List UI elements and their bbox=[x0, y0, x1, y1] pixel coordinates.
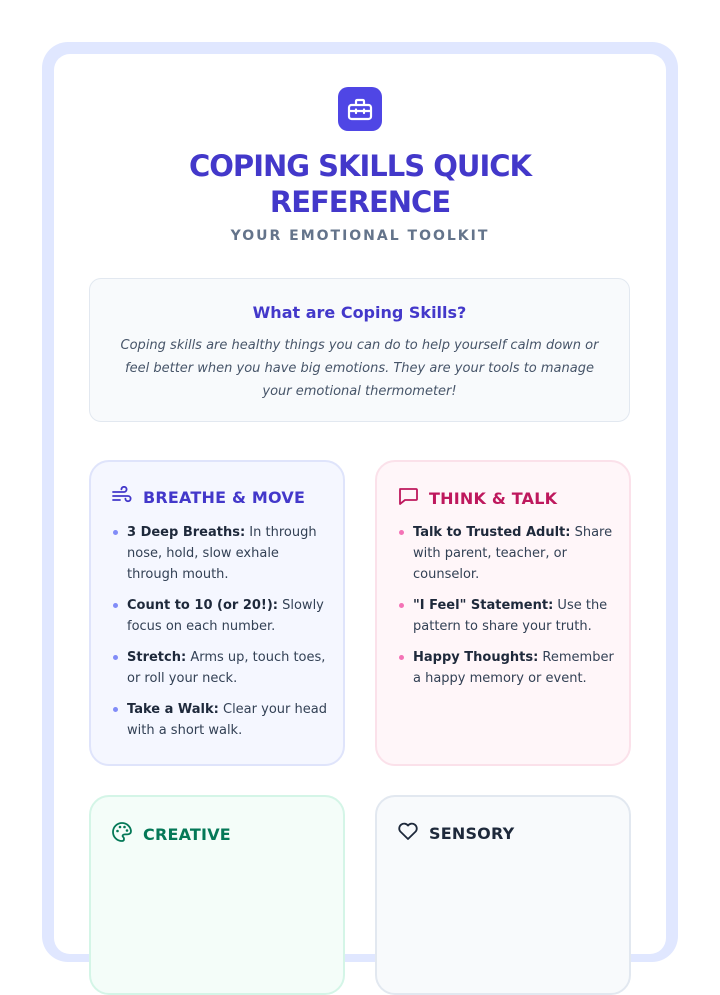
section-header bbox=[111, 821, 231, 847]
skill-list bbox=[397, 522, 615, 699]
bullet-dot bbox=[113, 707, 118, 712]
section-title: THINK & TALK bbox=[429, 488, 558, 508]
section-header bbox=[397, 486, 557, 510]
section-title: CREATIVE bbox=[143, 824, 231, 844]
section-think-talk bbox=[375, 460, 631, 766]
item-text: Slowly focus on each number. bbox=[127, 598, 324, 634]
palette-icon bbox=[111, 821, 133, 847]
item-text: Share with parent, teacher, or counselor. bbox=[413, 525, 613, 582]
item-text: Arms up, touch toes, or roll your neck. bbox=[127, 650, 326, 686]
section-sensory bbox=[375, 795, 631, 995]
item-text: In through nose, hold, slow exhale through mouth. bbox=[127, 525, 317, 582]
item-label: Take a Walk: bbox=[127, 702, 219, 717]
item-label: 3 Deep Breaths: bbox=[127, 525, 246, 540]
section-creative bbox=[89, 795, 345, 995]
item-label: Stretch: bbox=[127, 650, 187, 665]
item-text: Use the pattern to share your truth. bbox=[413, 598, 608, 634]
bullet-dot bbox=[399, 530, 404, 535]
title-line-2: REFERENCE bbox=[269, 185, 451, 219]
title-line-1: COPING SKILLS QUICK bbox=[189, 149, 531, 183]
bullet-dot bbox=[113, 655, 118, 660]
intro-text: Coping skills are healthy things you can do to help yourself calm down or feel better when you have big emotions. They are your tools to manage your emotional thermometer! bbox=[120, 338, 599, 399]
item-label: Talk to Trusted Adult: bbox=[413, 525, 571, 540]
bullet-dot bbox=[399, 655, 404, 660]
list-item bbox=[397, 595, 615, 637]
heart-icon bbox=[397, 821, 419, 845]
section-header bbox=[111, 486, 305, 508]
skill-list bbox=[111, 522, 329, 751]
item-text: Clear your head with a short walk. bbox=[127, 702, 327, 738]
bullet-dot bbox=[113, 530, 118, 535]
bullet-dot bbox=[399, 603, 404, 608]
list-item bbox=[111, 647, 329, 689]
item-label: Happy Thoughts: bbox=[413, 650, 539, 665]
wind-icon bbox=[111, 486, 133, 508]
section-breathe-move bbox=[89, 460, 345, 766]
item-label: "I Feel" Statement: bbox=[413, 598, 554, 613]
chat-icon bbox=[397, 486, 419, 510]
page-title bbox=[80, 148, 640, 220]
section-title: SENSORY bbox=[429, 823, 515, 843]
section-header bbox=[397, 821, 514, 845]
list-item bbox=[111, 595, 329, 637]
intro-box bbox=[89, 278, 630, 422]
toolbox-icon bbox=[338, 87, 382, 131]
item-text: Remember a happy memory or event. bbox=[413, 650, 614, 686]
intro-heading: What are Coping Skills? bbox=[252, 303, 467, 322]
list-item bbox=[111, 522, 329, 585]
list-item bbox=[111, 699, 329, 741]
list-item bbox=[397, 647, 615, 689]
page-subtitle: YOUR EMOTIONAL TOOLKIT bbox=[230, 228, 490, 244]
list-item bbox=[397, 522, 615, 585]
bullet-dot bbox=[113, 603, 118, 608]
item-label: Count to 10 (or 20!): bbox=[127, 598, 278, 613]
section-title: BREATHE & MOVE bbox=[143, 487, 306, 507]
